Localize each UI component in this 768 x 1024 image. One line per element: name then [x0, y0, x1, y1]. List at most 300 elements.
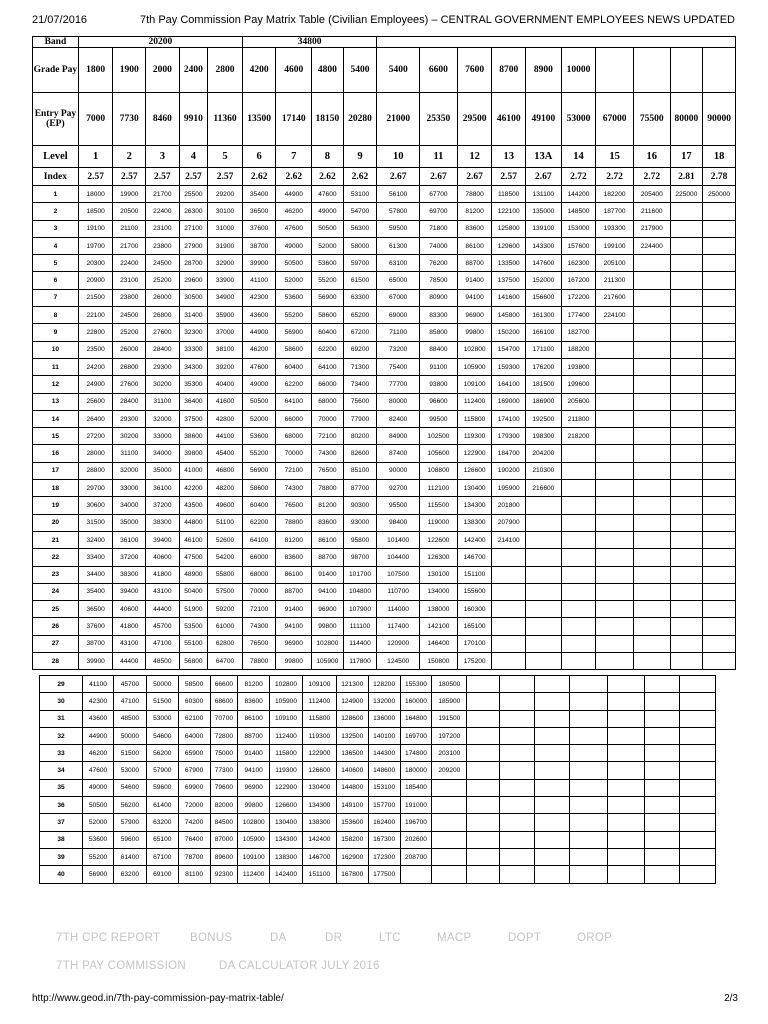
- grade-pay-cell: [633, 48, 670, 93]
- pay-cell: 91400: [238, 745, 270, 762]
- pay-cell: 133500: [492, 255, 526, 272]
- entry-pay-cell: 90000: [703, 93, 736, 146]
- pay-cell: 32000: [113, 462, 146, 479]
- pay-cell: 191000: [400, 797, 432, 814]
- pay-cell: 46200: [276, 203, 312, 220]
- pay-cell: [703, 480, 736, 497]
- tag-link[interactable]: DR: [325, 932, 343, 944]
- pay-cell: [679, 831, 715, 848]
- pay-cell: 151100: [302, 866, 336, 883]
- pay-cell: 31500: [78, 514, 113, 531]
- pay-cell: [703, 531, 736, 548]
- pay-cell: [670, 462, 703, 479]
- pay-cell: 22400: [146, 203, 180, 220]
- pay-cell: 40400: [208, 376, 243, 393]
- table-row: [33, 462, 736, 479]
- pay-cell: [500, 710, 535, 727]
- pay-cell: [596, 428, 634, 445]
- pay-cell: 104800: [343, 583, 377, 600]
- pay-cell: 28000: [78, 445, 113, 462]
- pay-cell: 31400: [179, 307, 208, 324]
- pay-cell: 29300: [146, 358, 180, 375]
- pay-cell: 52000: [312, 237, 344, 254]
- pay-cell: 47100: [146, 635, 180, 652]
- band-value: 20200: [78, 37, 242, 48]
- pay-cell: [645, 762, 680, 779]
- pay-cell: [703, 445, 736, 462]
- pay-cell: 39800: [179, 445, 208, 462]
- pay-cell: 36100: [146, 480, 180, 497]
- pay-cell: [703, 549, 736, 566]
- pay-cell: [703, 462, 736, 479]
- pay-cell: [679, 797, 715, 814]
- pay-cell: 144300: [368, 745, 400, 762]
- print-date: 21/07/2016: [32, 14, 88, 26]
- pay-cell: 177500: [368, 866, 400, 883]
- tag-link[interactable]: LTC: [379, 932, 401, 944]
- pay-cell: 114400: [343, 635, 377, 652]
- index-cell: 2.57: [113, 168, 146, 186]
- pay-cell: [645, 710, 680, 727]
- pay-cell: [633, 376, 670, 393]
- grade-pay-cell: 8700: [492, 48, 526, 93]
- pay-cell: 35000: [146, 462, 180, 479]
- pay-cell: [703, 289, 736, 306]
- pay-cell: 196700: [400, 814, 432, 831]
- pay-cell: 93000: [343, 514, 377, 531]
- pay-cell: 53000: [146, 710, 178, 727]
- pay-cell: [633, 635, 670, 652]
- pay-cell: 43100: [146, 583, 180, 600]
- pay-cell: [608, 831, 645, 848]
- pay-cell: 74000: [420, 237, 458, 254]
- pay-cell: 112400: [238, 866, 270, 883]
- pay-cell: 53000: [113, 762, 146, 779]
- pay-cell: 71100: [377, 324, 420, 341]
- pay-cell: 130400: [270, 814, 303, 831]
- pay-cell: 193800: [561, 358, 596, 375]
- pay-cell: 28400: [113, 393, 146, 410]
- pay-cell: 18000: [78, 186, 113, 203]
- pay-cell: 39900: [242, 255, 276, 272]
- pay-cell: 117800: [343, 653, 377, 670]
- row-number: 33: [40, 745, 83, 762]
- pay-cell: [633, 583, 670, 600]
- pay-cell: 115500: [420, 497, 458, 514]
- pay-cell: [608, 693, 645, 710]
- pay-cell: 77900: [343, 410, 377, 427]
- pay-cell: [670, 376, 703, 393]
- pay-cell: 128600: [336, 710, 368, 727]
- pay-cell: 146700: [302, 848, 336, 865]
- pay-cell: 98400: [377, 514, 420, 531]
- pay-cell: 55200: [83, 848, 114, 865]
- pay-cell: [679, 693, 715, 710]
- pay-cell: 37200: [113, 549, 146, 566]
- pay-cell: 56900: [83, 866, 114, 883]
- pay-cell: 23800: [113, 289, 146, 306]
- pay-cell: [633, 410, 670, 427]
- pay-cell: 63100: [377, 255, 420, 272]
- table-row: [40, 866, 716, 883]
- pay-cell: 38600: [179, 428, 208, 445]
- pay-cell: 22100: [78, 307, 113, 324]
- pay-cell: 211800: [561, 410, 596, 427]
- pay-cell: [703, 601, 736, 618]
- pay-cell: 71300: [343, 358, 377, 375]
- pay-cell: [608, 710, 645, 727]
- pay-cell: [633, 324, 670, 341]
- pay-cell: [492, 601, 526, 618]
- pay-cell: 128200: [368, 676, 400, 693]
- pay-cell: [703, 583, 736, 600]
- pay-cell: 73400: [343, 376, 377, 393]
- pay-cell: 137500: [492, 272, 526, 289]
- entry-pay-label: Entry Pay (EP): [33, 93, 79, 146]
- pay-cell: [670, 601, 703, 618]
- pay-cell: 61000: [208, 618, 243, 635]
- page-header: [32, 14, 738, 30]
- pay-cell: 88700: [457, 255, 492, 272]
- pay-cell: 72100: [312, 428, 344, 445]
- pay-cell: 44400: [113, 653, 146, 670]
- entry-pay-cell: 53000: [561, 93, 596, 146]
- pay-cell: 50400: [179, 583, 208, 600]
- pay-cell: 41000: [179, 462, 208, 479]
- pay-cell: [535, 814, 570, 831]
- pay-cell: 58600: [276, 341, 312, 358]
- pay-cell: 64700: [208, 653, 243, 670]
- pay-cell: 41100: [83, 676, 114, 693]
- band-empty: [377, 37, 736, 48]
- entry-pay-cell: 7730: [113, 93, 146, 146]
- pay-cell: 49000: [312, 203, 344, 220]
- pay-cell: 82600: [343, 445, 377, 462]
- pay-cell: [703, 653, 736, 670]
- pay-cell: 102800: [270, 676, 303, 693]
- pay-cell: [596, 583, 634, 600]
- pay-cell: 151100: [457, 566, 492, 583]
- pay-cell: 21100: [113, 220, 146, 237]
- pay-cell: 171100: [526, 341, 562, 358]
- table-row: [40, 710, 716, 727]
- pay-cell: [432, 779, 467, 796]
- pay-cell: 69200: [343, 341, 377, 358]
- pay-cell: 119300: [302, 727, 336, 744]
- pay-cell: 115800: [270, 745, 303, 762]
- pay-cell: 34400: [78, 566, 113, 583]
- pay-cell: 126600: [270, 797, 303, 814]
- pay-cell: 43500: [179, 497, 208, 514]
- table-row: [33, 410, 736, 427]
- pay-cell: [670, 618, 703, 635]
- pay-cell: 122900: [457, 445, 492, 462]
- row-number: 14: [33, 410, 79, 427]
- pay-cell: 109100: [302, 676, 336, 693]
- pay-cell: 32000: [146, 410, 180, 427]
- pay-cell: 250000: [703, 186, 736, 203]
- pay-cell: 202600: [400, 831, 432, 848]
- pay-cell: 122600: [420, 531, 458, 548]
- pay-cell: [500, 676, 535, 693]
- pay-cell: 60300: [178, 693, 210, 710]
- tag-link[interactable]: OROP: [577, 932, 613, 944]
- pay-cell: 82000: [210, 797, 238, 814]
- pay-cell: 162300: [561, 255, 596, 272]
- pay-cell: 144800: [336, 779, 368, 796]
- pay-cell: [679, 814, 715, 831]
- pay-cell: 153100: [368, 779, 400, 796]
- pay-cell: 67700: [420, 186, 458, 203]
- table-row: [33, 203, 736, 220]
- pay-cell: 187700: [596, 203, 634, 220]
- pay-cell: 56300: [343, 220, 377, 237]
- pay-cell: 79600: [210, 779, 238, 796]
- entry-pay-cell: 11360: [208, 93, 243, 146]
- pay-cell: 23500: [78, 341, 113, 358]
- tag-link[interactable]: DOPT: [508, 932, 542, 944]
- pay-cell: 29200: [208, 186, 243, 203]
- table-row: [40, 797, 716, 814]
- row-number: 27: [33, 635, 79, 652]
- pay-cell: 91400: [457, 272, 492, 289]
- pay-cell: 107500: [377, 566, 420, 583]
- pay-cell: 86100: [238, 710, 270, 727]
- pay-cell: [467, 693, 500, 710]
- pay-cell: [645, 866, 680, 883]
- grade-pay-cell: 1900: [113, 48, 146, 93]
- entry-pay-cell: 9910: [179, 93, 208, 146]
- pay-cell: 191500: [432, 710, 467, 727]
- pay-cell: 136000: [368, 710, 400, 727]
- pay-cell: 33900: [208, 272, 243, 289]
- index-cell: 2.67: [420, 168, 458, 186]
- pay-cell: 170100: [457, 635, 492, 652]
- pay-cell: 81200: [276, 531, 312, 548]
- pay-cell: 216600: [526, 480, 562, 497]
- pay-cell: 68000: [242, 566, 276, 583]
- pay-cell: 63300: [343, 289, 377, 306]
- pay-cell: 39400: [146, 531, 180, 548]
- pay-cell: 161300: [526, 307, 562, 324]
- pay-cell: 37600: [78, 618, 113, 635]
- pay-cell: 105600: [420, 445, 458, 462]
- pay-cell: 21700: [113, 237, 146, 254]
- pay-cell: [703, 618, 736, 635]
- level-cell: 13A: [526, 146, 562, 168]
- pay-cell: 81200: [312, 497, 344, 514]
- pay-cell: [467, 745, 500, 762]
- pay-cell: [703, 497, 736, 514]
- pay-cell: 136500: [336, 745, 368, 762]
- pay-cell: 155600: [457, 583, 492, 600]
- level-cell: 2: [113, 146, 146, 168]
- pay-cell: 49000: [242, 376, 276, 393]
- pay-cell: 44900: [83, 727, 114, 744]
- pay-cell: 87000: [210, 831, 238, 848]
- row-number: 28: [33, 653, 79, 670]
- pay-cell: [633, 497, 670, 514]
- pay-cell: [500, 762, 535, 779]
- pay-cell: 105900: [238, 831, 270, 848]
- pay-cell: [633, 341, 670, 358]
- pay-cell: 65200: [343, 307, 377, 324]
- pay-matrix-table-continued: [39, 675, 716, 884]
- level-cell: 10: [377, 146, 420, 168]
- pay-cell: 52600: [208, 531, 243, 548]
- pay-cell: 55100: [179, 635, 208, 652]
- index-cell: 2.62: [312, 168, 344, 186]
- index-cell: 2.62: [276, 168, 312, 186]
- pay-cell: 74300: [312, 445, 344, 462]
- table-row: [33, 307, 736, 324]
- pay-cell: 118500: [492, 186, 526, 203]
- pay-cell: [561, 497, 596, 514]
- pay-cell: 33300: [179, 341, 208, 358]
- pay-cell: 142100: [420, 618, 458, 635]
- pay-cell: 91400: [276, 601, 312, 618]
- grade-pay-cell: 7600: [457, 48, 492, 93]
- pay-cell: 53600: [242, 428, 276, 445]
- pay-cell: 129600: [492, 237, 526, 254]
- pay-cell: 58600: [312, 307, 344, 324]
- pay-cell: [492, 566, 526, 583]
- row-number: 22: [33, 549, 79, 566]
- pay-cell: 102800: [238, 814, 270, 831]
- table-row: [33, 393, 736, 410]
- pay-cell: 73200: [377, 341, 420, 358]
- pay-cell: 80200: [343, 428, 377, 445]
- pay-cell: [633, 531, 670, 548]
- pay-cell: 91100: [420, 358, 458, 375]
- pay-cell: 177400: [561, 307, 596, 324]
- pay-cell: 95500: [377, 497, 420, 514]
- tag-link[interactable]: BONUS: [190, 932, 233, 944]
- entry-pay-cell: 75500: [633, 93, 670, 146]
- pay-cell: [633, 272, 670, 289]
- pay-cell: 47100: [113, 693, 146, 710]
- pay-cell: [561, 635, 596, 652]
- pay-cell: 78700: [178, 848, 210, 865]
- pay-cell: [570, 693, 608, 710]
- pay-cell: 30500: [179, 289, 208, 306]
- pay-cell: 23800: [146, 237, 180, 254]
- pay-cell: 86100: [276, 566, 312, 583]
- pay-cell: 110700: [377, 583, 420, 600]
- pay-cell: 109100: [238, 848, 270, 865]
- pay-cell: 54200: [208, 549, 243, 566]
- pay-cell: 224400: [633, 237, 670, 254]
- pay-cell: 66000: [276, 410, 312, 427]
- pay-cell: [633, 307, 670, 324]
- pay-cell: 157600: [561, 237, 596, 254]
- pay-cell: 156600: [526, 289, 562, 306]
- pay-cell: 56800: [179, 653, 208, 670]
- pay-cell: 27100: [179, 220, 208, 237]
- pay-cell: [645, 848, 680, 865]
- pay-cell: [670, 341, 703, 358]
- pay-cell: 122900: [270, 779, 303, 796]
- pay-cell: 102800: [457, 341, 492, 358]
- level-cell: 15: [596, 146, 634, 168]
- pay-cell: [596, 497, 634, 514]
- pay-cell: [467, 848, 500, 865]
- pay-cell: [561, 462, 596, 479]
- pay-cell: [570, 866, 608, 883]
- pay-cell: 49600: [208, 497, 243, 514]
- pay-cell: 126600: [302, 762, 336, 779]
- pay-cell: [596, 549, 634, 566]
- pay-cell: 172200: [561, 289, 596, 306]
- pay-cell: 26800: [113, 358, 146, 375]
- pay-cell: [670, 410, 703, 427]
- pay-cell: 186900: [526, 393, 562, 410]
- pay-cell: 84900: [377, 428, 420, 445]
- pay-cell: [633, 358, 670, 375]
- pay-cell: 30200: [146, 376, 180, 393]
- tag-link[interactable]: DA CALCULATOR JULY 2016: [219, 960, 380, 972]
- pay-cell: [645, 727, 680, 744]
- pay-cell: 35900: [208, 307, 243, 324]
- pay-cell: 225000: [670, 186, 703, 203]
- level-cell: 9: [343, 146, 377, 168]
- pay-cell: 224100: [596, 307, 634, 324]
- level-cell: 8: [312, 146, 344, 168]
- pay-cell: [535, 831, 570, 848]
- grade-pay-cell: 1800: [78, 48, 113, 93]
- pay-cell: 44900: [242, 324, 276, 341]
- pay-cell: 68600: [210, 693, 238, 710]
- pay-cell: [670, 653, 703, 670]
- page-number: 2/3: [724, 993, 738, 1004]
- pay-cell: [633, 618, 670, 635]
- pay-cell: 217600: [596, 289, 634, 306]
- pay-cell: [467, 831, 500, 848]
- pay-cell: 112100: [420, 480, 458, 497]
- pay-cell: 29600: [179, 272, 208, 289]
- tag-link[interactable]: 7TH PAY COMMISSION: [56, 960, 187, 972]
- row-number: 8: [33, 307, 79, 324]
- pay-cell: 29700: [78, 480, 113, 497]
- pay-cell: [561, 601, 596, 618]
- table-row: [40, 693, 716, 710]
- pay-cell: [703, 410, 736, 427]
- pay-cell: 31900: [208, 237, 243, 254]
- table-row: [33, 497, 736, 514]
- pay-cell: [633, 462, 670, 479]
- pay-cell: 132500: [336, 727, 368, 744]
- level-cell: 3: [146, 146, 180, 168]
- pay-cell: 67000: [377, 289, 420, 306]
- pay-cell: [703, 428, 736, 445]
- row-number: 36: [40, 797, 83, 814]
- table-row: [33, 635, 736, 652]
- tag-link[interactable]: MACP: [437, 932, 472, 944]
- pay-cell: 99800: [238, 797, 270, 814]
- pay-cell: 174100: [492, 410, 526, 427]
- level-cell: 5: [208, 146, 243, 168]
- pay-cell: [703, 635, 736, 652]
- pay-cell: 90300: [343, 497, 377, 514]
- index-cell: 2.81: [670, 168, 703, 186]
- pay-cell: 30200: [113, 428, 146, 445]
- pay-cell: 96900: [238, 779, 270, 796]
- tag-link[interactable]: DA: [270, 932, 287, 944]
- tag-link[interactable]: 7TH CPC REPORT: [56, 932, 161, 944]
- grade-pay-cell: 5400: [343, 48, 377, 93]
- pay-cell: 85800: [420, 324, 458, 341]
- table-row: [33, 480, 736, 497]
